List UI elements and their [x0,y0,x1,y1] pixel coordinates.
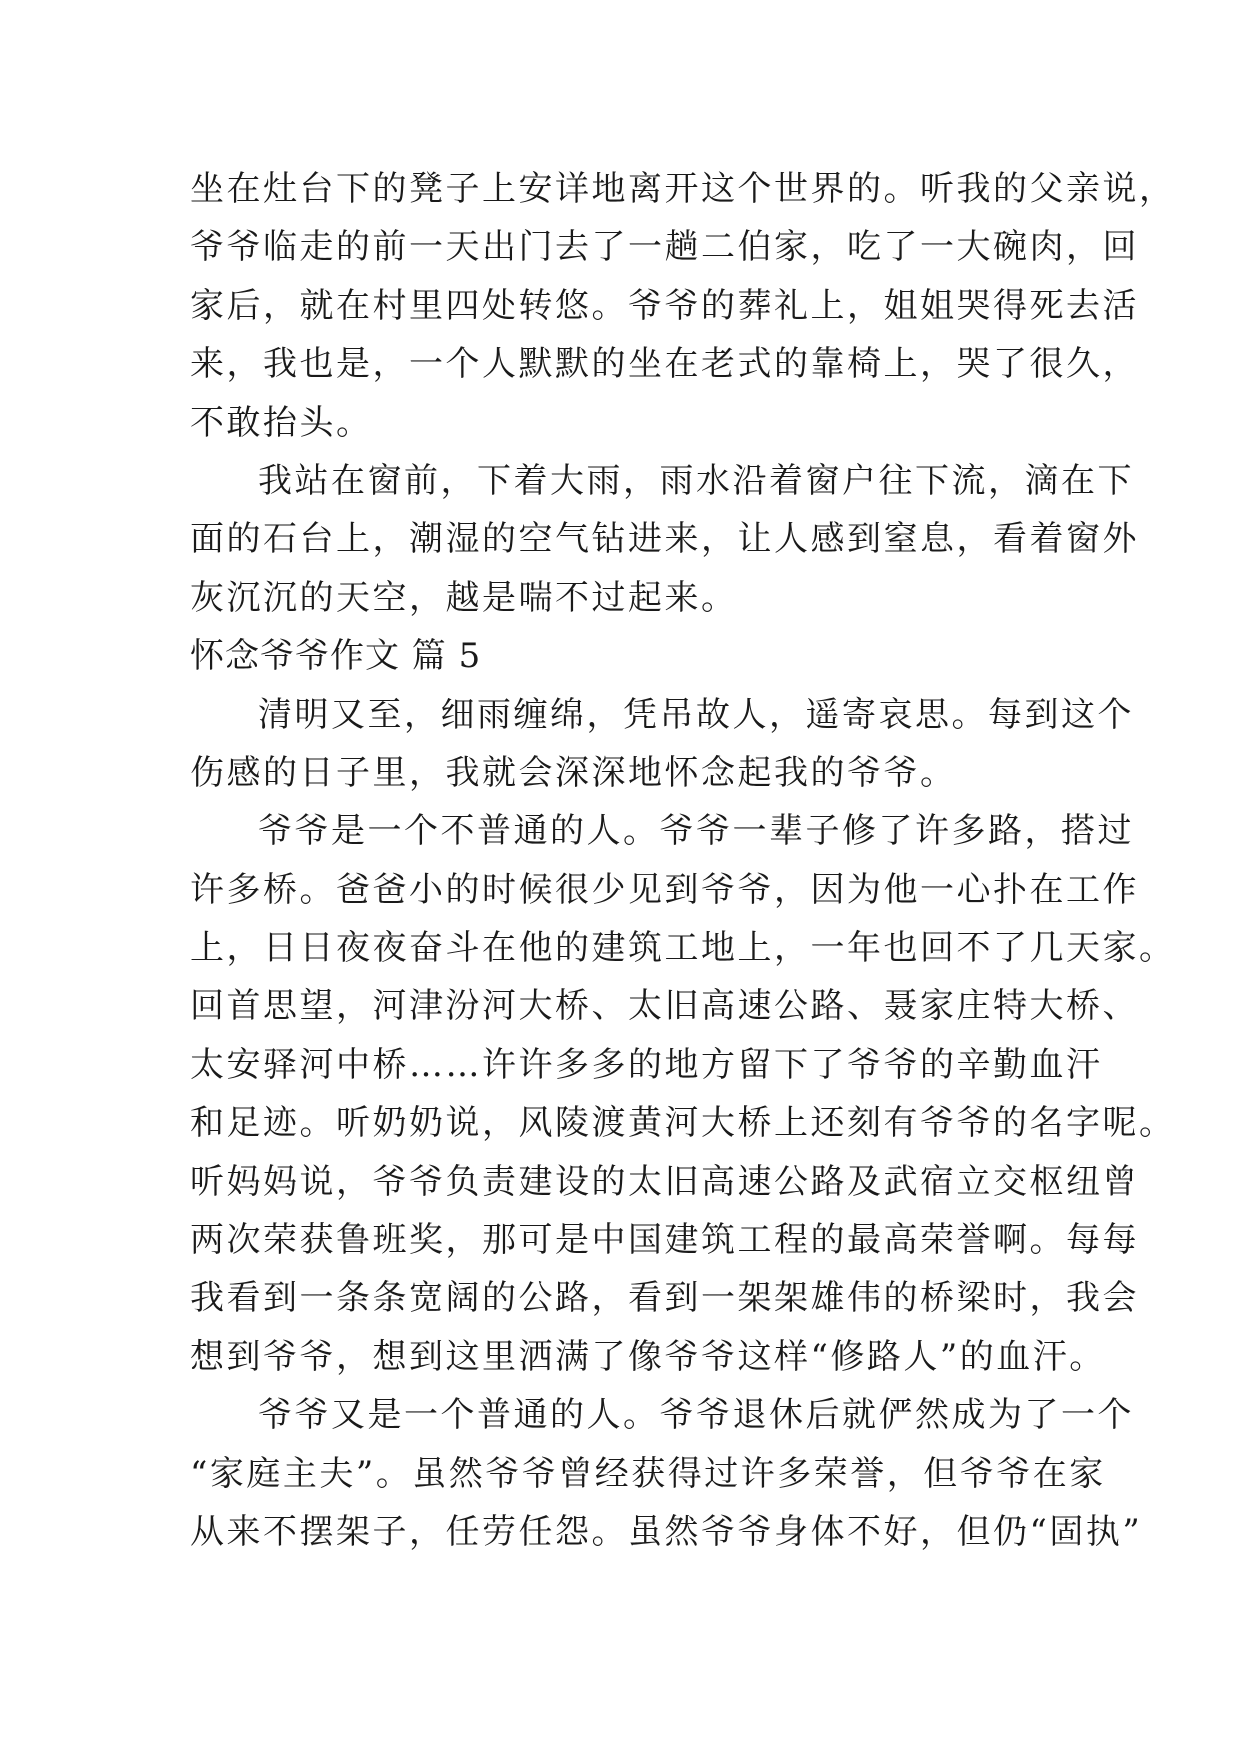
text-line: 从来不摆架子，任劳任怨。虽然爷爷身体不好，但仍“固执” [190,1511,1143,1552]
text-line: 灰沉沉的天空，越是喘不过起来。 [190,577,738,618]
text-line: 家后，就在村里四处转悠。爷爷的葬礼上，姐姐哭得死去活 [190,285,1139,326]
text-line: 面的石台上，潮湿的空气钻进来，让人感到窒息，看着窗外 [190,519,1139,560]
text-line: 想到爷爷，想到这里洒满了像爷爷这样“修路人”的血汗。 [190,1336,1106,1377]
paragraph-start-line: 清明又至，细雨缠绵，凭吊故人，遥寄哀思。每到这个 [258,694,1134,735]
paragraph-start-line: 爷爷又是一个普通的人。爷爷退休后就俨然成为了一个 [258,1395,1134,1436]
text-line: 坐在灶台下的凳子上安详地离开这个世界的。听我的父亲说， [190,169,1176,209]
text-line: 回首思望，河津汾河大桥、太旧高速公路、聂家庄特大桥、 [190,986,1139,1027]
text-line: 伤感的日子里，我就会深深地怀念起我的爷爷。 [190,752,957,793]
text-line: 听妈妈说，爷爷负责建设的太旧高速公路及武宿立交枢纽曾 [190,1161,1139,1202]
text-line: “家庭主夫”。虽然爷爷曾经获得过许多荣誉，但爷爷在家 [190,1453,1106,1494]
text-line: 太安驿河中桥……许许多多的地方留下了爷爷的辛勤血汗 [190,1044,1103,1085]
paragraph-start-line: 爷爷是一个不普通的人。爷爷一辈子修了许多路，搭过 [258,811,1134,852]
text-line: 不敢抬头。 [190,402,373,443]
paragraph-start-line: 我站在窗前，下着大雨，雨水沿着窗户往下流，滴在下 [258,460,1134,501]
text-line: 爷爷临走的前一天出门去了一趟二伯家，吃了一大碗肉，回 [190,227,1139,268]
text-line: 两次荣获鲁班奖，那可是中国建筑工程的最高荣誉啊。每每 [190,1220,1139,1261]
text-line: 我看到一条条宽阔的公路，看到一架架雄伟的桥梁时，我会 [190,1278,1139,1319]
text-line: 来，我也是，一个人默默的坐在老式的靠椅上，哭了很久， [190,344,1139,385]
document-body [190,160,1176,1561]
text-line: 许多桥。爸爸小的时候很少见到爷爷，因为他一心扑在工作 [190,869,1139,910]
text-line: 上，日日夜夜奋斗在他的建筑工地上，一年也回不了几天家。 [190,928,1176,969]
section-heading: 怀念爷爷作文 篇 5 [190,636,482,677]
text-line: 和足迹。听奶奶说，风陵渡黄河大桥上还刻有爷爷的名字呢。 [190,1103,1176,1144]
